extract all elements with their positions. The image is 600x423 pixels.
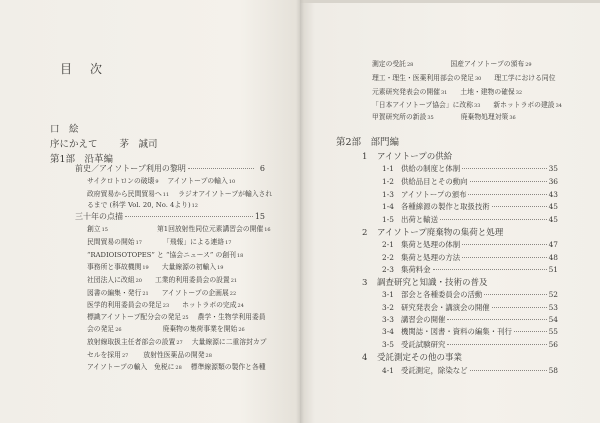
item-page: 55 [548,327,558,336]
toc-item [382,178,558,185]
toc-subrow [87,364,266,371]
section-prehistory [75,165,265,173]
toc-subrow [87,302,244,309]
part1-heading: 第1部 沿革編 [50,154,114,165]
entry-page: 28 [406,62,414,68]
item-page: 45 [548,202,558,211]
item-page: 56 [548,340,558,349]
chapter-number: 2 [362,228,368,238]
entry-page: 15 [101,227,108,233]
toc-subrow [87,314,266,321]
entry-text: 農学・生物学利用委員 [197,313,266,321]
toc-subrow [87,226,271,233]
entry-text: 廃棄物処理対策 [460,113,509,121]
entry-text: “RADIOISOTOPES” と “協会ニュース” の創刊 [87,251,236,259]
toc-item [382,241,558,248]
dot-leader [188,168,254,169]
dot-leader [470,181,547,182]
item-number: 3-4 [382,327,394,336]
toc-entry [87,352,128,359]
item-page: 47 [548,240,558,249]
entry-text: 大量線源の初輸入 [161,263,217,271]
toc-entry [494,75,555,82]
entry-page: 17 [225,240,232,246]
toc-entry [87,277,142,284]
entry-page: 28 [175,365,182,371]
entry-page: 21 [230,278,238,284]
toc-entry [182,302,244,309]
entry-text: 甲賀研究所の新設 [372,113,427,121]
entry-text: るまで (科学 Vol. 20, No. 4より) [87,201,191,209]
entry-text: セルを採用 [87,351,121,359]
toc-title: 目 次 [60,62,106,76]
item-page: 43 [548,190,558,199]
entry-page: 21 [142,291,149,297]
entry-page: 18 [236,253,244,259]
dot-leader [492,307,547,308]
entry-page: 26 [238,327,245,333]
toc-item [382,304,558,311]
dot-leader [468,194,546,195]
section-thirty-years [75,213,265,221]
entry-page: 17 [135,240,142,246]
dot-leader [462,244,546,245]
toc-entry [372,89,447,96]
entry-text: 土地・建物の確保 [460,88,515,96]
toc-item [382,203,558,210]
chapter-title: アイソトープ廃棄物の集荷と処理 [377,228,504,238]
entry-text: サイクロトロンの破壊 [87,177,155,185]
entry-text: 標識アイソトープ配分会の発足 [87,313,182,321]
toc-item [382,367,558,374]
item-page: 35 [548,164,558,173]
entry-text: 測定の受託 [372,60,406,68]
chapter-title: 調査研究と知識・技術の普及 [377,278,488,288]
item-title: 受託測定，除染など [401,366,468,375]
toc-entry [162,290,236,297]
entry-page: 26 [115,327,122,333]
preface-author: 茅 誠司 [119,139,158,150]
item-number: 1-4 [382,202,394,211]
toc-entry [87,202,198,209]
entry-text: 元素研究発表会の開催 [372,88,440,96]
chapter-title: アイソトープの供給 [377,152,453,162]
chapter-heading [362,354,462,363]
book-gutter [296,0,304,423]
right-page [300,0,600,423]
entry-text: 「飛報」による連絡 [162,238,225,246]
toc-subrow [87,239,232,246]
item-page: 58 [548,366,558,375]
item-number: 2-1 [382,240,394,249]
item-title: 集荷と処理の方法 [401,253,461,262]
entry-page: 27 [121,353,129,359]
entry-page: 35 [427,115,434,121]
item-number: 1-1 [382,164,394,173]
entry-text: アイソトープの輸入 免税に [87,363,175,371]
toc-item [382,254,558,261]
item-number: 3-2 [382,303,394,312]
item-title: 集荷料金 [401,265,431,274]
toc-entry [157,226,271,233]
entry-text: 工業的利用委員会の設置 [154,276,230,284]
toc-entry [87,191,169,198]
entry-text: 図書の編集・発行 [87,289,142,297]
entry-text: アイソトープの企画展 [161,289,229,297]
toc-subrow [87,352,212,359]
item-number: 3-1 [382,290,394,299]
item-page: 48 [548,253,558,262]
toc-subrow [372,102,562,109]
entry-text: ラジオアイソトープが輸入され [178,190,273,198]
entry-page: 29 [525,62,532,68]
entry-page: 9 [155,179,159,185]
dot-leader [470,370,547,371]
entry-page: 34 [555,103,562,109]
dot-leader [125,216,253,217]
item-page: 52 [548,290,558,299]
dot-leader [462,168,546,169]
section-title: 三十年の点描 [75,212,123,221]
entry-page: 30 [474,76,482,82]
toc-entry [87,326,122,333]
entry-page: 24 [237,303,244,309]
dot-leader [514,331,547,332]
item-title: 供給の制度と体制 [401,164,461,173]
entry-page: 11 [162,192,170,198]
entry-text: 政府貿易から民間貿易へ [87,190,162,198]
entry-page: 12 [191,203,198,209]
toc-entry [87,314,189,321]
toc-entry [163,326,245,333]
toc-entry [493,102,562,109]
entry-page: 19 [217,265,224,271]
toc-subrow [87,252,243,259]
item-title: 部会と各種委員会の活動 [401,290,483,299]
toc-entry [87,364,182,371]
toc-subrow [87,202,198,209]
toc-subrow [372,89,522,96]
toc-entry [450,61,531,68]
entry-page: 20 [135,278,142,284]
toc-item [382,165,558,172]
toc-entry [87,252,243,259]
entry-page: 27 [176,340,183,346]
entry-text: 理工学における同位 [494,74,556,82]
entry-text: 放射線取扱主任者部会の設置 [87,338,176,346]
section-page: 15 [254,212,265,221]
entry-text: 放射性医薬品の開発 [143,351,205,359]
dot-leader [433,269,547,270]
toc-subrow [87,277,237,284]
toc-entry [143,352,212,359]
item-page: 51 [548,265,558,274]
part2-heading: 第2部 部門編 [336,137,400,148]
toc-item [382,291,558,298]
item-page: 36 [548,177,558,186]
entry-page: 28 [205,353,212,359]
toc-entry [162,264,224,271]
toc-subrow [372,61,532,68]
toc-entry [191,364,266,371]
toc-entry [198,314,266,321]
toc-entry [461,114,516,121]
frontispiece-entry: 口 絵 [50,124,79,135]
toc-item [382,266,558,273]
toc-item [382,216,558,223]
item-page: 54 [548,315,558,324]
toc-item [382,316,558,323]
item-number: 2-2 [382,253,394,262]
toc-entry [155,277,237,284]
toc-entry [87,339,183,346]
toc-entry [372,102,480,109]
item-page: 53 [548,303,558,312]
toc-entry [87,178,159,185]
toc-item [382,328,558,335]
item-number: 1-5 [382,215,394,224]
item-title: 講習会の開催 [401,315,446,324]
toc-entry [87,302,169,309]
preface-entry [50,140,158,150]
toc-entry [372,75,481,82]
dot-leader [447,319,546,320]
entry-page: 22 [229,291,237,297]
item-number: 2-3 [382,265,394,274]
chapter-heading [362,153,452,162]
entry-page: 19 [142,265,149,271]
entry-page: 23 [162,303,170,309]
dot-leader [492,206,547,207]
chapter-number: 1 [362,152,368,162]
preface-label: 序にかえて [50,139,98,150]
toc-subrow [372,114,516,121]
toc-entry [87,226,108,233]
entry-page: 25 [182,315,189,321]
toc-subrow [87,178,235,185]
chapter-heading [362,229,503,238]
toc-subrow [87,290,236,297]
dot-leader [447,344,546,345]
entry-page: 16 [264,227,271,233]
entry-page: 33 [474,103,481,109]
entry-page: 10 [228,179,236,185]
toc-subrow [87,264,224,271]
toc-entry [87,290,149,297]
toc-entry [178,191,272,198]
toc-subrow [372,75,556,82]
toc-subrow [87,339,267,346]
section-title: 前史／アイソトープ利用の黎明 [75,164,186,173]
toc-entry [460,89,522,96]
dot-leader [462,257,546,258]
item-title: 受託試験研究 [401,340,446,349]
chapter-number: 4 [362,353,368,363]
toc-entry [168,178,236,185]
chapter-heading [362,279,488,288]
item-title: 供給品目とその動向 [401,177,468,186]
chapter-title: 受託測定その他の事業 [377,353,463,363]
toc-item [382,191,558,198]
entry-text: 社団法人に改組 [87,276,135,284]
toc-entry [87,264,149,271]
entry-text: 標準線源類の製作と各種 [190,363,266,371]
item-number: 4-1 [382,366,394,375]
entry-text: 事務所と事故機関 [87,263,142,271]
item-number: 3-5 [382,340,394,349]
entry-text: 医学的利用委員会の発足 [87,301,162,309]
toc-entry [372,61,413,68]
entry-page: 32 [515,90,523,96]
entry-text: 廃棄物の集荷事業を開始 [162,325,238,333]
entry-text: 理工・理生・医薬利用部会の発足 [372,74,474,82]
entry-text: 国産アイソトープの頒布 [450,60,525,68]
toc-item [382,341,558,348]
dot-leader [484,294,546,295]
entry-text: アイソトープの輸入 [167,177,228,185]
entry-page: 31 [440,90,448,96]
toc-entry [163,239,232,246]
item-title: 各種線源の製作と取扱技術 [401,202,490,211]
entry-page: 36 [509,115,516,121]
toc-subrow [87,191,272,198]
entry-text: 新ホットラボの建設 [493,101,555,109]
item-title: 機関誌・図書・資料の編集・刊行 [401,327,512,336]
entry-text: ホットラボの完成 [182,301,237,309]
entry-text: 創立 [87,225,101,233]
section-page: 6 [259,164,265,173]
item-title: 集荷と処理の体制 [401,240,461,249]
item-number: 3-3 [382,315,394,324]
item-title: 出荷と輸送 [401,215,438,224]
item-title: アイソトープの頒布 [401,190,467,199]
toc-entry [192,339,267,346]
entry-text: 大量線源に二重溶封カプ [191,338,267,346]
dot-leader [440,219,547,220]
toc-subrow [87,326,245,333]
toc-entry [87,239,142,246]
chapter-number: 3 [362,278,368,288]
item-number: 1-3 [382,190,394,199]
entry-text: 「日本アイソトープ協会」に改称 [372,101,474,109]
item-number: 1-2 [382,177,394,186]
entry-text: 第1回放射性同位元素講習会の開催 [156,225,264,233]
entry-text: 民間貿易の開始 [87,238,135,246]
item-title: 研究発表会・講演会の開催 [401,303,490,312]
entry-text: 会の発足 [87,325,115,333]
toc-entry [372,114,434,121]
item-page: 45 [548,215,558,224]
